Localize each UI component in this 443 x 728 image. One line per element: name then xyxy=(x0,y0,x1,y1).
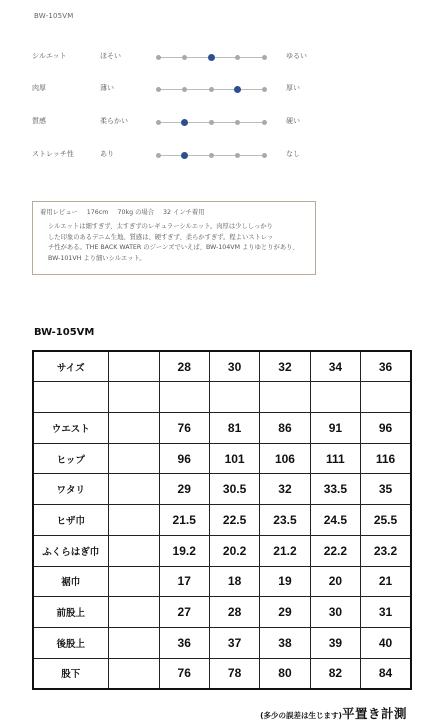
measurement-value: 22.5 xyxy=(209,505,259,536)
measurement-value: 96 xyxy=(361,412,411,443)
measurement-label: 後股上 xyxy=(33,627,108,658)
measurement-label: 股下 xyxy=(33,658,108,689)
blank-cell xyxy=(108,597,159,628)
blank-cell xyxy=(108,474,159,505)
measurement-value: 20.2 xyxy=(209,535,259,566)
scale-right-end: 厚い xyxy=(286,84,300,92)
measurement-value: 33.5 xyxy=(310,474,360,505)
table-row xyxy=(33,474,411,505)
table-row xyxy=(33,566,411,597)
scale-right-end: ゆるい xyxy=(286,52,307,60)
measurement-value: 20 xyxy=(310,566,360,597)
measurement-value: 76 xyxy=(159,658,209,689)
measurement-label: ふくらはぎ巾 xyxy=(33,535,108,566)
measurement-value: 21 xyxy=(361,566,411,597)
measurement-value: 106 xyxy=(260,443,310,474)
measurement-value: 84 xyxy=(361,658,411,689)
measurement-value: 111 xyxy=(310,443,360,474)
scale-dot xyxy=(156,87,161,92)
scale-track xyxy=(158,122,264,123)
review-heading-line xyxy=(40,207,308,216)
scale-dot xyxy=(262,120,267,125)
blank-cell xyxy=(108,535,159,566)
measurement-value: 18 xyxy=(209,566,259,597)
table-row xyxy=(33,658,411,689)
measurement-label: 前股上 xyxy=(33,597,108,628)
note-tolerance: (多少の誤差は生じます) xyxy=(260,711,342,720)
blank-cell xyxy=(209,382,259,413)
measurement-value: 80 xyxy=(260,658,310,689)
measurement-value: 21.5 xyxy=(159,505,209,536)
scale-row xyxy=(32,147,322,163)
scale-right-end: 硬い xyxy=(286,117,300,125)
blank-cell xyxy=(260,382,310,413)
scale-track xyxy=(158,57,264,58)
measurement-value: 19.2 xyxy=(159,535,209,566)
measurement-value: 38 xyxy=(260,627,310,658)
table-row xyxy=(33,627,411,658)
measurement-value: 116 xyxy=(361,443,411,474)
measurement-value: 25.5 xyxy=(361,505,411,536)
scale-dot xyxy=(209,120,214,125)
scale-dot xyxy=(182,55,187,60)
size-header-cell: 34 xyxy=(310,351,360,382)
review-body xyxy=(40,222,308,264)
measurement-value: 23.2 xyxy=(361,535,411,566)
measurement-value: 39 xyxy=(310,627,360,658)
scale-dot xyxy=(156,120,161,125)
blank-cell xyxy=(108,505,159,536)
blank-cell xyxy=(108,658,159,689)
scale-dot xyxy=(235,55,240,60)
blank-cell xyxy=(108,627,159,658)
measurement-value: 82 xyxy=(310,658,360,689)
scale-row xyxy=(32,49,322,65)
measurement-value: 22.2 xyxy=(310,535,360,566)
measurement-note xyxy=(260,703,407,722)
measurement-value: 91 xyxy=(310,412,360,443)
measurement-value: 36 xyxy=(159,627,209,658)
table-row xyxy=(33,412,411,443)
measurement-value: 32 xyxy=(260,474,310,505)
scale-label: 肉厚 xyxy=(32,84,46,92)
scale-dot xyxy=(235,120,240,125)
measurement-value: 29 xyxy=(159,474,209,505)
scale-dot xyxy=(156,55,161,60)
review-weight: 70kg の場合 xyxy=(117,209,154,216)
note-flat-measure: 平置き計測 xyxy=(341,706,407,721)
blank-cell xyxy=(108,382,159,413)
scale-track xyxy=(158,89,264,90)
scale-dot xyxy=(209,153,214,158)
measurement-label: ワタリ xyxy=(33,474,108,505)
blank-cell xyxy=(33,382,108,413)
scale-right-end: なし xyxy=(286,150,300,158)
scale-left-end: 薄い xyxy=(100,84,114,92)
blank-cell xyxy=(159,382,209,413)
scale-selected-dot xyxy=(181,152,188,159)
measurement-value: 24.5 xyxy=(310,505,360,536)
measurement-value: 37 xyxy=(209,627,259,658)
measurement-value: 76 xyxy=(159,412,209,443)
scale-selected-dot xyxy=(234,86,241,93)
blank-cell xyxy=(108,412,159,443)
scale-row xyxy=(32,114,322,130)
size-header-label: サイズ xyxy=(33,351,108,382)
scale-dot xyxy=(235,153,240,158)
measurement-value: 23.5 xyxy=(260,505,310,536)
table-spacer-row xyxy=(33,382,411,413)
measurement-value: 21.2 xyxy=(260,535,310,566)
table-row xyxy=(33,443,411,474)
measurement-value: 19 xyxy=(260,566,310,597)
scale-label: シルエット xyxy=(32,52,67,60)
measurement-value: 78 xyxy=(209,658,259,689)
size-header-cell: 28 xyxy=(159,351,209,382)
blank-cell xyxy=(108,566,159,597)
size-header-cell: 30 xyxy=(209,351,259,382)
review-size-worn: 32 インチ着用 xyxy=(163,209,205,216)
scale-left-end: 柔らかい xyxy=(100,117,128,125)
measurement-value: 28 xyxy=(209,597,259,628)
scale-track xyxy=(158,155,264,156)
measurement-value: 30.5 xyxy=(209,474,259,505)
scale-selected-dot xyxy=(208,54,215,61)
scale-selected-dot xyxy=(181,119,188,126)
model-code: BW-105VM xyxy=(34,12,74,20)
measurement-label: ヒザ巾 xyxy=(33,505,108,536)
review-line: した印象のあるデニム生地。質感は、硬すぎず、柔らかすぎず。程よいストレッ xyxy=(48,233,274,241)
blank-cell xyxy=(108,351,159,382)
review-line: BW-101VH より細いシルエット。 xyxy=(48,254,146,262)
measurement-value: 29 xyxy=(260,597,310,628)
scale-label: ストレッチ性 xyxy=(32,150,74,158)
size-header-cell: 32 xyxy=(260,351,310,382)
measurement-label: ウエスト xyxy=(33,412,108,443)
scale-left-end: あり xyxy=(100,150,114,158)
measurement-value: 86 xyxy=(260,412,310,443)
scale-row xyxy=(32,81,322,97)
scale-dot xyxy=(262,55,267,60)
measurement-label: ヒップ xyxy=(33,443,108,474)
scale-dot xyxy=(262,87,267,92)
measurement-value: 35 xyxy=(361,474,411,505)
measurement-value: 31 xyxy=(361,597,411,628)
scale-dot xyxy=(262,153,267,158)
scale-label: 質感 xyxy=(32,117,46,125)
blank-cell xyxy=(361,382,411,413)
scale-dot xyxy=(209,87,214,92)
table-row xyxy=(33,535,411,566)
scale-dot xyxy=(156,153,161,158)
review-height: 176cm xyxy=(86,209,109,216)
measurement-value: 81 xyxy=(209,412,259,443)
measurement-value: 27 xyxy=(159,597,209,628)
table-row xyxy=(33,505,411,536)
measurement-value: 30 xyxy=(310,597,360,628)
size-header-cell: 36 xyxy=(361,351,411,382)
measurement-value: 40 xyxy=(361,627,411,658)
table-row xyxy=(33,597,411,628)
blank-cell xyxy=(108,443,159,474)
size-table-title: BW-105VM xyxy=(34,327,95,338)
measurement-value: 101 xyxy=(209,443,259,474)
size-chart-table xyxy=(32,350,412,690)
measurement-label: 裾巾 xyxy=(33,566,108,597)
measurement-value: 17 xyxy=(159,566,209,597)
measurement-value: 96 xyxy=(159,443,209,474)
scale-dot xyxy=(182,87,187,92)
review-line: シルエットは細すぎず、太すぎずのレギュラーシルエット。肉厚は少ししっかり xyxy=(48,223,273,230)
review-line: チ性がある。THE BACK WATER のジーンズでいえば、BW-104VM よりゆとりがあり、 xyxy=(48,244,299,251)
table-header-row xyxy=(33,351,411,382)
review-heading: 着用レビュー xyxy=(40,209,78,216)
scale-left-end: ほそい xyxy=(100,52,121,60)
wear-review-box xyxy=(32,201,316,275)
blank-cell xyxy=(310,382,360,413)
